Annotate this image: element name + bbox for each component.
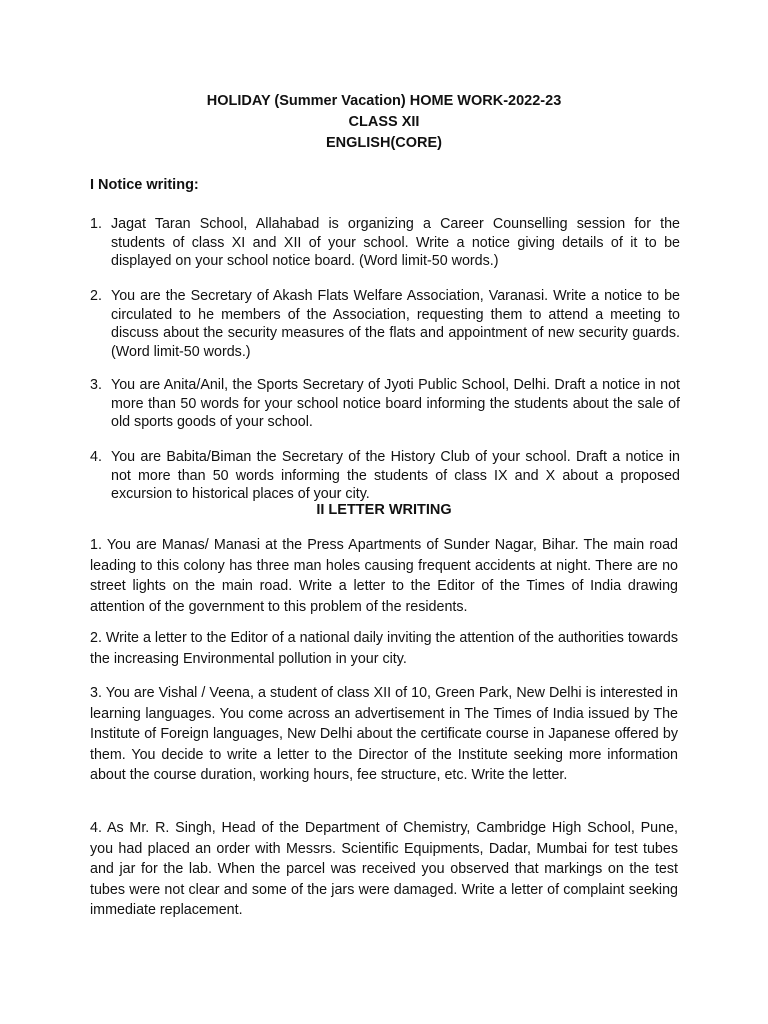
- question-text: You are Babita/Biman the Secretary of the History Club of your school. Draft a notice in not more than 50 words informing the students of class IX and X about a proposed excursion to historical places of your city.: [111, 449, 680, 502]
- question-number: 2.: [90, 288, 102, 304]
- question-number: 1.: [90, 216, 102, 232]
- letter-question-3: 3. You are Vishal / Veena, a student of class XII of 10, Green Park, New Delhi is interested in learning languages. You come across an advertisement in The Times of India issued by The Institute of Foreign languages, New Delhi about the certificate course in Japanese offered by them. You decide to write a letter to the Director of the Institute seeking more information about the course duration, working hours, fee structure, etc. Write the letter.: [90, 685, 678, 783]
- notice-question-2: [90, 287, 680, 361]
- subject-label: ENGLISH(CORE): [326, 135, 442, 151]
- question-number: 4.: [90, 449, 102, 465]
- notice-question-4: [90, 448, 680, 504]
- letter-question-4: 4. As Mr. R. Singh, Head of the Department of Chemistry, Cambridge High School, Pune, you had placed an order with Messrs. Scientific Equipments, Dadar, Mumbai for test tubes and jar for the lab. When the parcel was received you observed that markings on the test tubes were not clear and some of the jars were damaged. Write a letter of complaint seeking immediate replacement.: [90, 820, 678, 918]
- letter-section-heading: II LETTER WRITING: [316, 502, 452, 518]
- notice-question-3: [90, 376, 680, 432]
- question-text: You are the Secretary of Akash Flats Welfare Association, Varanasi. Write a notice to be circulated to he members of the Association, requesting them to attend a meeting to discuss about the security measures of the flats and appointment of new security guards. (Word limit-50 words.): [111, 288, 680, 360]
- question-text: You are Anita/Anil, the Sports Secretary of Jyoti Public School, Delhi. Draft a notice in not more than 50 words for your school notice board informing the students about the sale of old sports goods of your school.: [111, 377, 680, 430]
- notice-question-1: [90, 215, 680, 271]
- document-title: HOLIDAY (Summer Vacation) HOME WORK-2022-23: [206, 93, 562, 109]
- question-text: Jagat Taran School, Allahabad is organizing a Career Counselling session for the students of class XI and XII of your school. Write a notice giving details of it to be displayed on your school notice board. (Word limit-50 words.): [111, 216, 680, 269]
- notice-section-heading: I Notice writing:: [90, 177, 199, 193]
- question-number: 3.: [90, 377, 102, 393]
- letter-question-1: 1. You are Manas/ Manasi at the Press Apartments of Sunder Nagar, Bihar. The main road leading to this colony has three man holes causing frequent accidents at night. There are no street lights on the main road. Write a letter to the Editor of the Times of India drawing attention of the government to this problem of the residents.: [90, 537, 678, 615]
- class-label: CLASS XII: [348, 114, 420, 130]
- letter-question-2: 2. Write a letter to the Editor of a national daily inviting the attention of the authorities towards the increasing Environmental pollution in your city.: [90, 630, 678, 667]
